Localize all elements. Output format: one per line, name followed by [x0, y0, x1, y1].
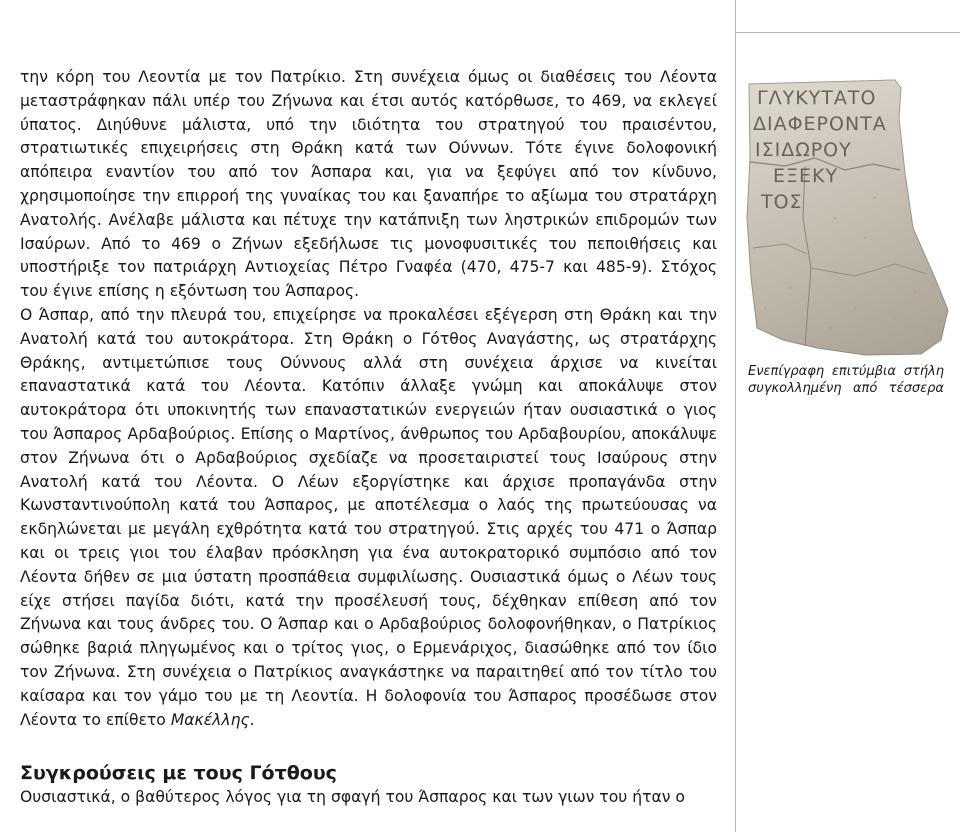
- figure-caption: Ενεπίγραφη επιτύμβια στήλη συγκολλημένη από τέσσερα: [748, 364, 944, 396]
- paragraph-2-text: Ο Άσπαρ, από την πλευρά του, επιχείρησε να προκαλέσει εξέγερση στη Θράκη και την Ανατολή κατά του αυτοκράτορα. Στη Θράκη ο Γότθος Αναγάστης, ως στρατάρχης Θράκης, αντιμετώπισε τους Ούννους αλλά στη συνέχεια άρχισε να κινείται επαναστατικά κατά του Λέοντα. Κατόπιν άλλαξε γνώμη και αποκάλυψε στον αυτοκράτορα ότι υποκινητής των επαναστατικών ενεργειών ήταν ουσιαστικά ο γιος του Άσπαρος Αρδαβούριος. Επίσης ο Μαρτίνος, άνθρωπος του Αρδαβουρίου, αποκάλυψε στον Ζήνωνα ότι ο Αρδαβούριος σχεδίαζε να προσεταιριστεί τους Ισαύρους στην Ανατολή κατά του Λέοντα. Ο Λέων εξοργίστηκε και άρχισε προπαγάνδα στην Κωνσταντινούπολη κατά του Άσπαρος, με αποτέλεσμα ο λαός της πρωτεύουσας να εκδηλώνεται με μεγάλη εχθρότητα κατά του στρατηγού. Στις αρχές του 471 ο Άσπαρ και οι τρεις γιοι του έλαβαν πρόσκληση για ένα αυτοκρατορικό συμπόσιο από τον Λέοντα δήθεν σε μια ύστατη προσπάθεια συμφιλίωσης. Ουσιαστικά όμως ο Λέων τους είχε στήσει παγίδα διότι, κατά την προσέλευσή τους, δέχθηκαν επίθεση από τον Ζήνωνα και τους άνδρες του. Ο Άσπαρ και ο Αρδαβούριος δολοφονήθηκαν, ο Πατρίκιος σώθηκε βαριά πληγωμένος και ο τρίτος γιος, ο Ερμενάριχος, διασώθηκε από τον ίδιο τον Ζήνωνα. Στη συνέχεια ο Πατρίκιος αναγκάστηκε να παραιτηθεί από τον τίτλο του καίσαρα και τον γάμο του με τη Λεοντία. Η δολοφονία του Άσπαρος προσέδωσε στον Λέοντα το επίθετο: [20, 305, 717, 729]
- inscription-line-2: ΔΙΑΦΕΡΟΝΤΑ: [753, 113, 887, 135]
- inscription-line-3: ΙΣΙΔΩΡΟΥ: [755, 139, 852, 161]
- section-heading: Συγκρούσεις με τους Γότθους: [20, 762, 337, 785]
- inscription-line-5: ΤΟΣ: [761, 191, 803, 213]
- stele-image: [745, 78, 950, 356]
- paragraph-2-end: .: [249, 710, 255, 729]
- main-text-column: [20, 66, 717, 810]
- section-first-line: Ουσιαστικά, ο βαθύτερος λόγος για τη σφαγή του Άσπαρος και των γιων του ήταν ο: [20, 788, 685, 807]
- column-divider: [735, 0, 736, 832]
- header-rule: [735, 32, 960, 33]
- paragraph-1: την κόρη του Λεοντία με τον Πατρίκιο. Στη συνέχεια όμως οι διαθέσεις του Λέοντα μεταστράφηκαν πάλι υπέρ του Ζήνωνα και έτσι αυτός κατόρθωσε, το 469, να εκλεγεί ύπατος. Διηύθυνε μάλιστα, υπό την ιδιότητα του στρατηγού του πραισέντου, στρατιωτικές επιχειρήσεις στη Θράκη κατά των Ούννων. Τότε έγινε δολοφονική απόπειρα εναντίον του από τον Άσπαρα και, για να ξεφύγει από τον κίνδυνο, χρησιμοποίησε την επιρροή της γυναίκας του και ξαναπήρε το αξίωμα του στρατάρχη Ανατολής. Ανέλαβε μάλιστα και πέτυχε την κατάπνιξη των ληστρικών επιδρομών των Ισαύρων. Από το 469 ο Ζήνων εξεδήλωσε τις μονοφυσιτικές του πεποιθήσεις και υποστήριξε τον πατριάρχη Αντιοχείας Πέτρο Γναφέα (470, 475-7 και 485-9). Στόχος του έγινε επίσης η εξόντωση του Άσπαρος.: [20, 68, 717, 301]
- epithet-makellis: Μακέλλης: [170, 710, 250, 729]
- paragraph-2: [20, 304, 717, 732]
- stele-illustration: [745, 78, 950, 356]
- inscription-line-1: ΓΛΥΚΥΤΑΤΟ: [757, 87, 877, 109]
- inscription-line-4: ΕΞΕΚΥ: [773, 165, 839, 187]
